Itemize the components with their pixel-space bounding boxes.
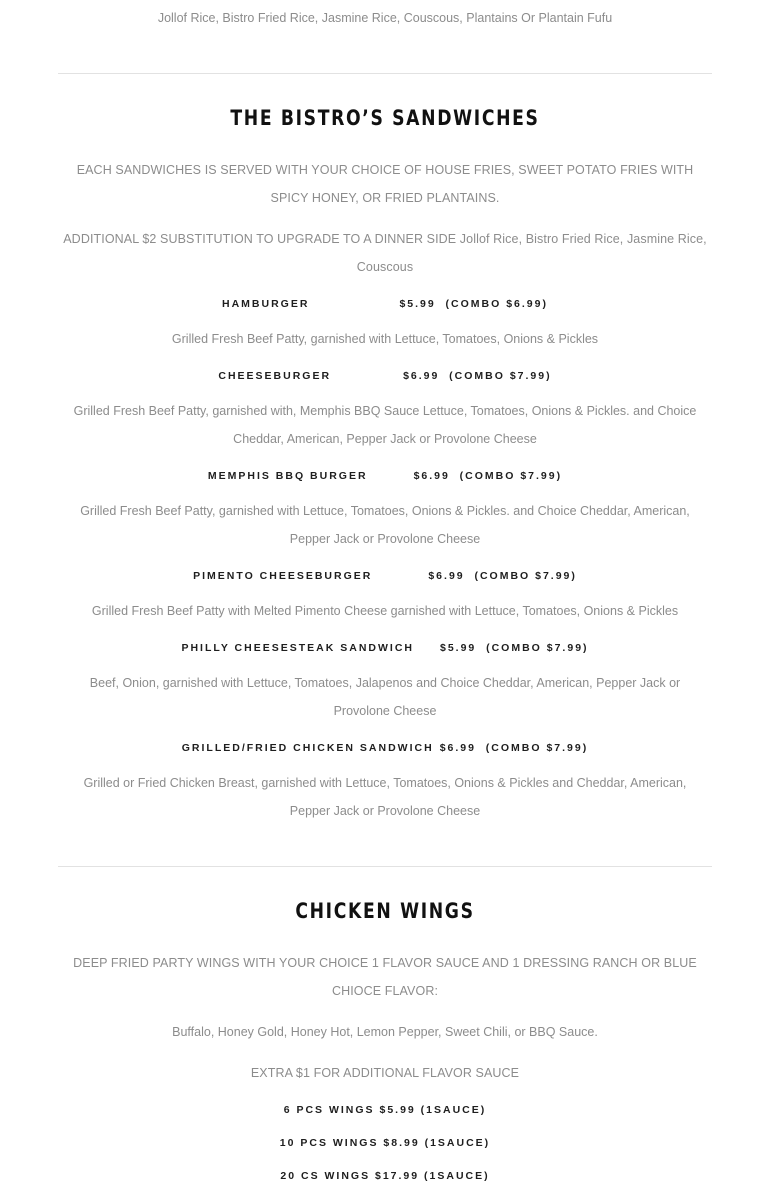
- sandwiches-substitution: ADDITIONAL $2 SUBSTITUTION TO UPGRADE TO A DINNER SIDE Jollof Rice, Bistro Fried Rice, Jasmine Rice, Couscous: [63, 232, 707, 274]
- wings-option: 10 PCS WINGS $8.99 (1SAUCE): [279, 1137, 491, 1149]
- section-title-chicken-wings: CHICKEN WINGS: [295, 899, 475, 923]
- item-description: Beef, Onion, garnished with Lettuce, Tomatoes, Jalapenos and Choice Cheddar, American, Pepper Jack or Provolone Cheese: [89, 676, 681, 718]
- wings-option: 20 CS WINGS $17.99 (1SAUCE): [280, 1170, 490, 1182]
- wings-extra-sauce: EXTRA $1 FOR ADDITIONAL FLAVOR SAUCE: [250, 1066, 520, 1080]
- menu-item-hamburger: [0, 296, 770, 312]
- menu-item-cheeseburger: [0, 368, 770, 384]
- section-divider: [58, 73, 712, 74]
- menu-item-memphis-bbq-burger: [0, 468, 770, 484]
- item-price: $6.99 (COMBO $7.99): [403, 370, 552, 382]
- sides-list: Jollof Rice, Bistro Fried Rice, Jasmine Rice, Couscous, Plantains Or Plantain Fufu: [157, 11, 613, 25]
- item-name: GRILLED/FRIED CHICKEN SANDWICH: [181, 742, 434, 754]
- item-price: $6.99 (COMBO $7.99): [439, 742, 589, 754]
- item-name: MEMPHIS BBQ BURGER: [207, 470, 368, 482]
- item-name: PIMENTO CHEESEBURGER: [193, 570, 373, 582]
- item-price: $5.99 (COMBO $7.99): [439, 642, 589, 654]
- item-description: Grilled Fresh Beef Patty, garnished with Lettuce, Tomatoes, Onions & Pickles: [171, 332, 599, 346]
- item-price: $6.99 (COMBO $7.99): [428, 570, 577, 582]
- item-description: Grilled Fresh Beef Patty, garnished with Lettuce, Tomatoes, Onions & Pickles. and Choice Cheddar, American, Pepper Jack or Provolone Cheese: [80, 504, 690, 546]
- item-name: PHILLY CHEESESTEAK SANDWICH: [181, 642, 414, 654]
- item-description: Grilled Fresh Beef Patty, garnished with, Memphis BBQ Sauce Lettuce, Tomatoes, Onions & Pickles. and Choice Cheddar, American, Pepper Jack or Provolone Cheese: [73, 404, 697, 446]
- item-description: Grilled Fresh Beef Patty with Melted Pimento Cheese garnished with Lettuce, Tomatoes, Onions & Pickles: [91, 604, 679, 618]
- item-name: CHEESEBURGER: [218, 370, 332, 382]
- menu-item-philly-cheesesteak: [0, 640, 770, 656]
- menu-item-pimento-cheeseburger: [0, 568, 770, 584]
- item-price: $6.99 (COMBO $7.99): [413, 470, 563, 482]
- section-title-sandwiches: THE BISTRO’S SANDWICHES: [230, 106, 540, 130]
- item-name: HAMBURGER: [222, 298, 310, 310]
- section-divider: [58, 866, 712, 867]
- menu-item-chicken-sandwich: [0, 740, 770, 756]
- wings-flavors: Buffalo, Honey Gold, Honey Hot, Lemon Pepper, Sweet Chili, or BBQ Sauce.: [172, 1025, 598, 1039]
- item-description: Grilled or Fried Chicken Breast, garnished with Lettuce, Tomatoes, Onions & Pickles and Cheddar, American, Pepper Jack or Provolone Cheese: [83, 776, 687, 818]
- sandwiches-intro: EACH SANDWICHES IS SERVED WITH YOUR CHOICE OF HOUSE FRIES, SWEET POTATO FRIES WITH SPICY HONEY, OR FRIED PLANTAINS.: [76, 163, 694, 205]
- wings-intro: DEEP FRIED PARTY WINGS WITH YOUR CHOICE 1 FLAVOR SAUCE AND 1 DRESSING RANCH OR BLUE CHIOCE FLAVOR:: [73, 956, 697, 998]
- item-price: $5.99 (COMBO $6.99): [399, 298, 548, 310]
- wings-option: 6 PCS WINGS $5.99 (1SAUCE): [283, 1104, 487, 1116]
